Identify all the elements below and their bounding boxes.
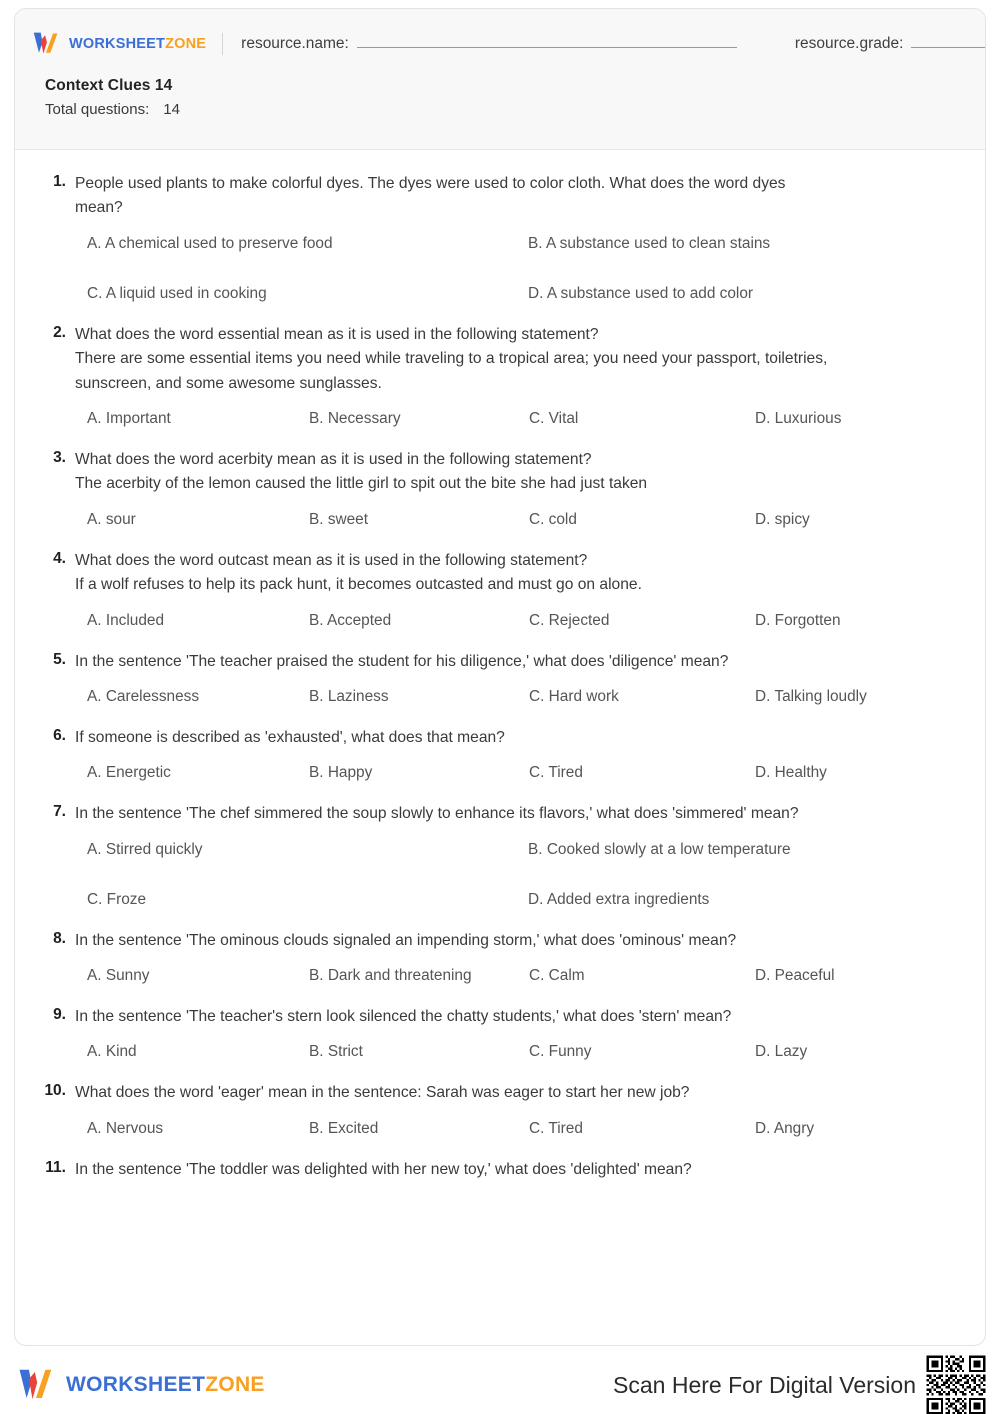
answer-options [75,685,955,709]
answer-option[interactable]: B. Laziness [309,688,389,706]
question-number: 11. [45,1158,66,1176]
question-number: 1. [53,173,66,190]
question-number: 9. [53,1005,66,1023]
question-text [75,1158,955,1182]
question-item [33,172,955,306]
question-item [33,1158,955,1182]
student-grade-label: resource.grade: [794,35,904,52]
answer-option[interactable]: B. Dark and threatening [309,966,472,984]
question-number: 2. [53,323,66,341]
answer-options [75,508,955,532]
answer-option[interactable]: A. Sunny [87,966,150,984]
logo-mark-icon [31,30,61,58]
question-body [75,323,955,431]
logo-word-zone: ZONE [165,35,207,52]
answer-option[interactable]: D. Added extra ingredients [528,890,710,908]
student-grade-field[interactable] [795,34,986,53]
answer-options [75,838,955,912]
question-text [75,802,955,826]
worksheet-zone-logo [31,30,206,58]
question-number: 4. [53,549,66,567]
answer-option[interactable]: A. Kind [87,1043,137,1061]
answer-option[interactable]: C. Hard work [529,688,619,706]
question-text [75,726,955,750]
page-footer [0,1356,1000,1414]
answer-options [75,1040,955,1064]
answer-option[interactable]: D. Healthy [755,764,827,782]
question-text-line: In the sentence 'The teacher praised the student for his diligence,' what does 'diligence' mean? [75,652,729,670]
question-text [75,172,955,221]
question-item [33,802,955,911]
question-number: 3. [53,448,66,466]
question-text-line: In the sentence 'The ominous clouds signaled an impending storm,' what does 'ominous' mean? [75,931,737,949]
footer-scan-block [613,1351,990,1414]
question-body [75,929,955,988]
answer-option[interactable]: B. sweet [309,510,369,528]
answer-option[interactable]: C. Calm [529,966,585,984]
worksheet-title-block [15,59,985,118]
answer-option[interactable]: B. A substance used to clean stains [528,234,771,252]
answer-option[interactable]: A. Important [87,410,171,428]
answer-option[interactable]: B. Excited [309,1119,379,1137]
question-text-line: What does the word essential mean as it is used in the following statement? [75,325,599,343]
answer-option[interactable]: A. sour [87,510,136,528]
footer-logo-wordmark [66,1373,265,1397]
question-item [33,650,955,709]
answer-option[interactable]: D. Luxurious [755,410,842,428]
question-text-line: If someone is described as 'exhausted', what does that mean? [75,728,505,746]
header-divider [222,33,223,55]
answer-option[interactable]: C. Rejected [529,611,610,629]
student-name-input-line[interactable] [357,34,737,48]
question-item [33,929,955,988]
answer-option[interactable]: D. Lazy [755,1043,808,1061]
answer-option[interactable]: A. Carelessness [87,688,200,706]
answer-option[interactable]: B. Happy [309,764,373,782]
answer-option[interactable]: B. Cooked slowly at a low temperature [528,840,791,858]
question-body [75,448,955,532]
question-text [75,323,955,396]
question-text [75,650,955,674]
student-grade-input-line[interactable] [911,34,986,48]
total-questions [45,101,985,118]
answer-options [75,964,955,988]
total-questions-count: 14 [163,101,180,118]
answer-option[interactable]: C. A liquid used in cooking [87,284,267,302]
question-text-line: sunscreen, and some awesome sunglasses. [75,374,382,392]
answer-option[interactable]: B. Strict [309,1043,363,1061]
question-item [33,323,955,431]
answer-options [75,407,955,431]
question-item [33,1005,955,1064]
worksheet-card [14,8,986,1346]
question-text-line: What does the word outcast mean as it is used in the following statement? [75,551,588,569]
footer-logo-word-zone: ZONE [205,1373,265,1396]
question-body [75,1081,955,1140]
answer-options [75,761,955,785]
question-number: 10. [44,1082,66,1100]
answer-option[interactable]: C. Froze [87,890,147,908]
answer-option[interactable]: A. A chemical used to preserve food [87,234,333,252]
answer-option[interactable]: A. Energetic [87,764,171,782]
total-questions-label: Total questions: [45,101,150,118]
header-row [15,9,985,59]
answer-option[interactable]: C. Tired [529,1119,583,1137]
answer-option[interactable]: C. Tired [529,764,583,782]
footer-worksheet-zone-logo [16,1366,265,1404]
question-item [33,726,955,785]
question-number: 7. [53,803,66,821]
question-text-line: If a wolf refuses to help its pack hunt, it becomes outcasted and must go on alone. [75,576,642,594]
question-body [75,172,955,306]
logo-wordmark [69,36,206,52]
question-text [75,1005,955,1029]
question-text-line: mean? [75,199,123,217]
footer-logo-word-worksheet: WORKSHEET [66,1373,206,1396]
question-text-line: What does the word 'eager' mean in the sentence: Sarah was eager to start her new job? [75,1084,690,1102]
question-text-line: People used plants to make colorful dyes. The dyes were used to color cloth. What does the word dyes [75,175,786,192]
question-text [75,448,955,497]
question-text-line: In the sentence 'The toddler was delighted with her new toy,' what does 'delighted' mean? [75,1160,692,1178]
answer-options [75,1117,955,1141]
worksheet-title: Context Clues 14 [45,77,173,94]
answer-option[interactable]: A. Included [87,611,165,629]
answer-option[interactable]: A. Nervous [87,1119,164,1137]
answer-option[interactable]: C. cold [529,510,577,528]
answer-option[interactable]: A. Stirred quickly [87,840,203,858]
answer-option[interactable]: C. Funny [529,1043,592,1061]
answer-option[interactable]: D. Forgotten [755,611,841,629]
qr-code-icon[interactable] [922,1351,990,1414]
question-number: 6. [53,726,66,744]
answer-option[interactable]: D. A substance used to add color [528,284,754,302]
student-name-label: resource.name: [241,35,349,52]
question-item [33,549,955,633]
answer-option[interactable]: D. Talking loudly [755,688,867,706]
question-body [75,726,955,785]
question-text-line: What does the word acerbity mean as it is used in the following statement? [75,450,592,468]
scan-here-text: Scan Here For Digital Version [613,1371,916,1398]
question-body [75,650,955,709]
question-body [75,549,955,633]
worksheet-header [15,9,985,150]
question-number: 5. [53,650,66,668]
answer-options [75,232,955,306]
answer-option[interactable]: C. Vital [529,410,579,428]
question-text [75,549,955,598]
logo-word-worksheet: WORKSHEET [69,35,166,52]
answer-option[interactable]: B. Accepted [309,611,392,629]
student-name-field[interactable] [241,34,737,53]
question-text [75,929,955,953]
question-text-line: There are some essential items you need while traveling to a tropical area; you need your passport, toiletries, [75,350,828,368]
question-number: 8. [53,929,66,947]
question-body [75,1005,955,1064]
question-text-line: The acerbity of the lemon caused the little girl to spit out the bite she had just taken [75,475,648,493]
answer-option[interactable]: D. Angry [755,1119,815,1137]
question-text-line: In the sentence 'The teacher's stern look silenced the chatty students,' what does 'stern' mean? [75,1007,732,1025]
answer-option[interactable]: D. spicy [755,510,810,528]
question-text-line: In the sentence 'The chef simmered the soup slowly to enhance its flavors,' what does 'simmered' mean? [75,805,799,823]
question-body [75,1158,955,1182]
answer-option[interactable]: D. Peaceful [755,966,835,984]
question-text [75,1081,955,1105]
answer-option[interactable]: B. Necessary [309,410,401,428]
question-body [75,802,955,911]
question-item [33,448,955,532]
footer-logo-mark-icon [16,1366,56,1404]
answer-options [75,609,955,633]
questions-list [15,150,985,1182]
question-item [33,1081,955,1140]
